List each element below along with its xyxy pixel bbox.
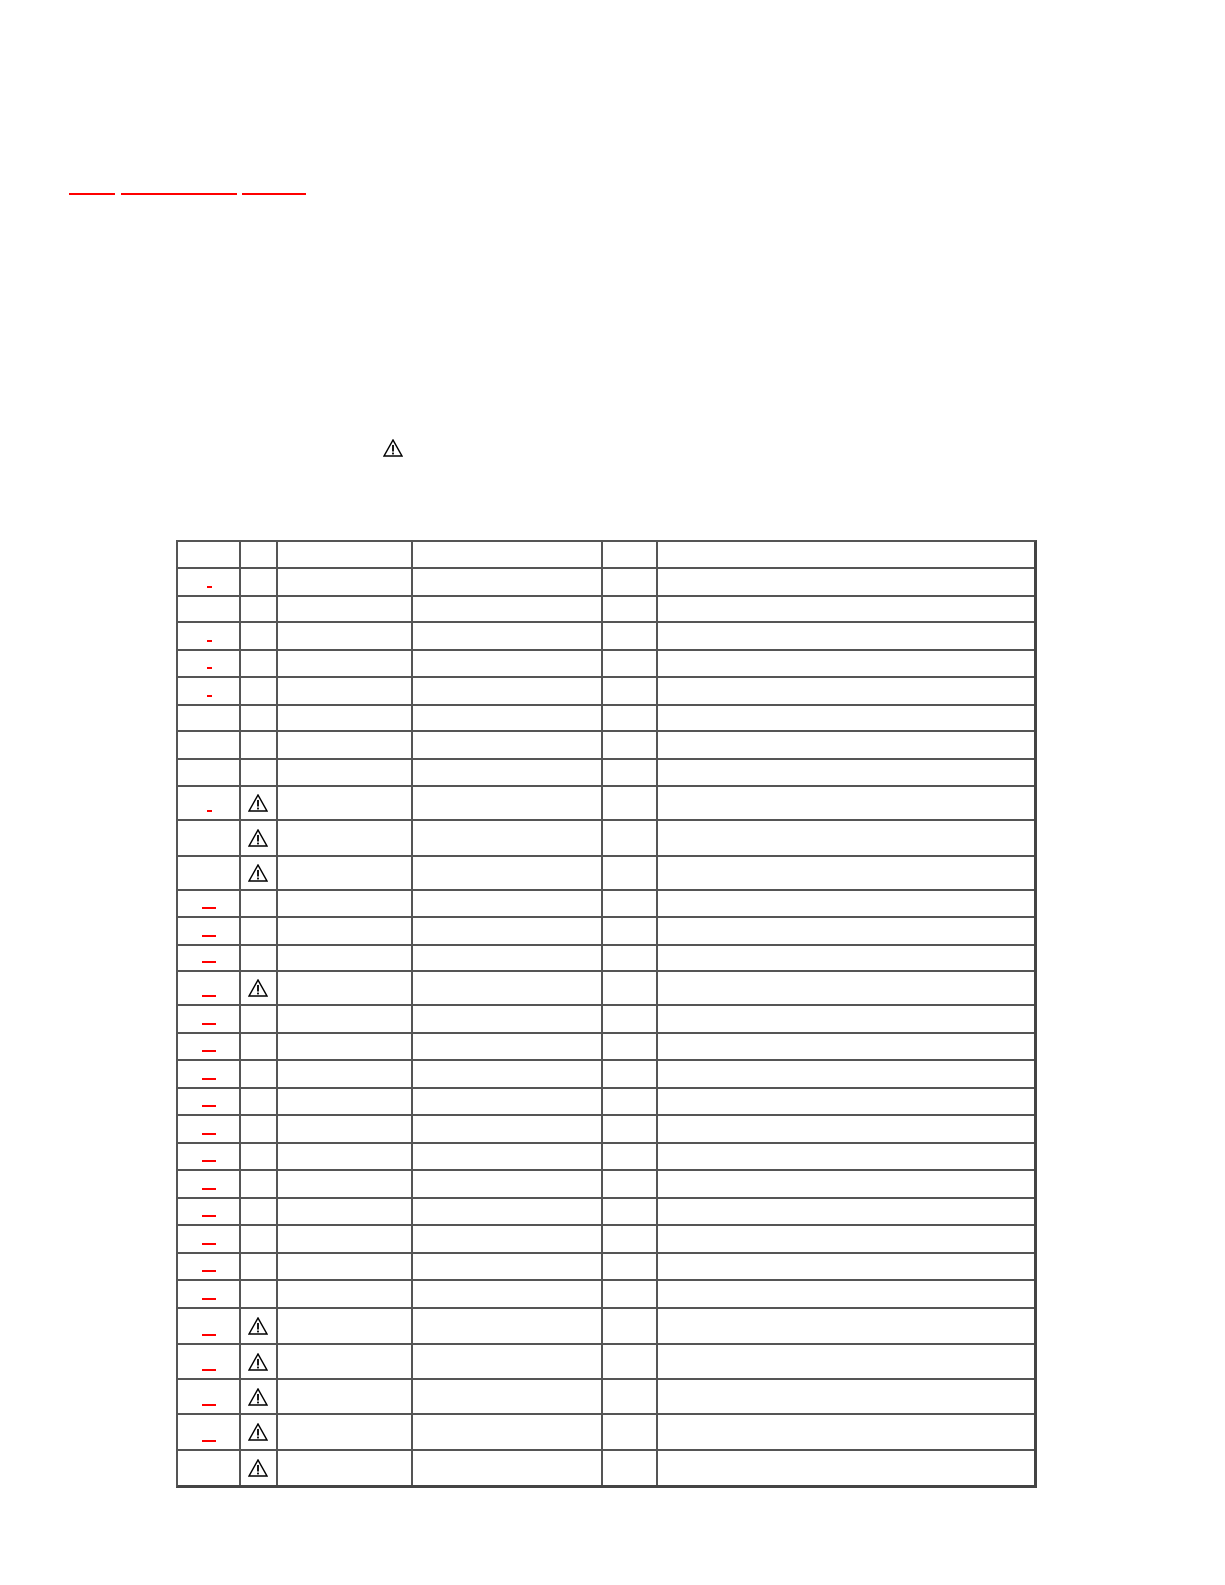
- table-cell: [658, 1380, 1034, 1415]
- parts-table-body: [178, 542, 1034, 1485]
- table-cell: [241, 597, 278, 623]
- table-cell: [413, 1226, 603, 1254]
- table-cell: [178, 732, 241, 760]
- part-link[interactable]: [202, 1369, 216, 1371]
- table-cell: [658, 821, 1034, 857]
- table-cell: [278, 787, 413, 821]
- table-cell: [658, 1451, 1034, 1485]
- table-cell: [658, 1254, 1034, 1281]
- table-cell: [178, 1281, 241, 1309]
- table-row: [178, 651, 1034, 678]
- table-cell: [241, 706, 278, 732]
- table-cell: [413, 1116, 603, 1144]
- table-cell: [278, 651, 413, 678]
- part-link[interactable]: [202, 1188, 216, 1190]
- table-cell: [413, 1415, 603, 1451]
- table-row: [178, 1061, 1034, 1089]
- part-link[interactable]: [202, 1078, 216, 1080]
- table-cell: [278, 1034, 413, 1061]
- table-cell: [603, 569, 658, 597]
- table-cell: [603, 972, 658, 1006]
- table-cell: [603, 821, 658, 857]
- table-row: [178, 1226, 1034, 1254]
- table-cell: [241, 1034, 278, 1061]
- table-cell: [603, 623, 658, 651]
- table-cell: [278, 857, 413, 891]
- table-cell: [603, 1144, 658, 1171]
- table-cell: [241, 569, 278, 597]
- table-cell: [278, 1199, 413, 1226]
- table-cell: [603, 1281, 658, 1309]
- table-cell: [278, 706, 413, 732]
- table-cell: [178, 1061, 241, 1089]
- table-cell: [178, 1254, 241, 1281]
- table-cell: [603, 597, 658, 623]
- table-cell: [241, 1226, 278, 1254]
- table-cell: [603, 1345, 658, 1380]
- table-cell: [603, 1254, 658, 1281]
- table-cell: [658, 1309, 1034, 1345]
- table-cell: [278, 891, 413, 918]
- warning-triangle-icon: [248, 1423, 268, 1441]
- table-row: [178, 891, 1034, 918]
- table-cell: [178, 787, 241, 821]
- table-cell: [178, 1226, 241, 1254]
- table-cell: [603, 891, 658, 918]
- table-cell: [413, 918, 603, 946]
- table-row: [178, 1281, 1034, 1309]
- table-cell: [658, 623, 1034, 651]
- table-cell: [278, 918, 413, 946]
- table-cell: [178, 1415, 241, 1451]
- table-cell: [241, 891, 278, 918]
- table-cell: [413, 760, 603, 787]
- table-cell: [178, 821, 241, 857]
- table-cell: [278, 1254, 413, 1281]
- table-cell: [658, 1006, 1034, 1034]
- part-link[interactable]: [202, 1404, 216, 1406]
- part-link[interactable]: [207, 667, 212, 669]
- table-cell: [658, 857, 1034, 891]
- table-cell: [413, 1006, 603, 1034]
- table-cell: [278, 946, 413, 972]
- table-cell: [413, 651, 603, 678]
- table-cell: [413, 946, 603, 972]
- table-cell: [278, 678, 413, 706]
- table-cell: [603, 651, 658, 678]
- part-link[interactable]: [202, 1334, 216, 1336]
- table-cell: [241, 542, 278, 569]
- table-cell: [241, 623, 278, 651]
- part-link[interactable]: [207, 640, 212, 642]
- table-row: [178, 706, 1034, 732]
- table-cell: [658, 1415, 1034, 1451]
- table-cell: [658, 1116, 1034, 1144]
- table-cell: [603, 1199, 658, 1226]
- table-cell: [178, 1199, 241, 1226]
- part-link[interactable]: [202, 907, 216, 909]
- table-cell: [241, 1451, 278, 1485]
- table-cell: [658, 1171, 1034, 1199]
- table-cell: [658, 1144, 1034, 1171]
- part-link[interactable]: [202, 1270, 216, 1272]
- part-link[interactable]: [207, 810, 212, 812]
- table-cell: [241, 1281, 278, 1309]
- table-cell: [658, 542, 1034, 569]
- table-cell: [658, 1034, 1034, 1061]
- table-row: [178, 732, 1034, 760]
- table-cell: [278, 1144, 413, 1171]
- table-cell: [658, 918, 1034, 946]
- table-cell: [241, 787, 278, 821]
- table-cell: [413, 597, 603, 623]
- table-row: [178, 946, 1034, 972]
- table-row: [178, 1415, 1034, 1451]
- table-cell: [278, 1281, 413, 1309]
- table-cell: [241, 946, 278, 972]
- table-cell: [658, 1089, 1034, 1116]
- table-cell: [658, 891, 1034, 918]
- table-cell: [178, 972, 241, 1006]
- table-row: [178, 821, 1034, 857]
- table-cell: [241, 1199, 278, 1226]
- part-link[interactable]: [202, 961, 216, 963]
- table-cell: [278, 1089, 413, 1116]
- table-row: [178, 787, 1034, 821]
- table-cell: [178, 623, 241, 651]
- table-cell: [178, 918, 241, 946]
- part-link[interactable]: [207, 586, 212, 588]
- table-cell: [658, 1226, 1034, 1254]
- table-cell: [278, 623, 413, 651]
- table-cell: [603, 678, 658, 706]
- table-cell: [241, 1089, 278, 1116]
- table-cell: [658, 1199, 1034, 1226]
- table-row: [178, 569, 1034, 597]
- table-cell: [278, 1116, 413, 1144]
- breadcrumb-link-3[interactable]: [242, 193, 306, 195]
- table-cell: [241, 1415, 278, 1451]
- table-cell: [658, 569, 1034, 597]
- table-cell: [178, 542, 241, 569]
- table-cell: [603, 760, 658, 787]
- table-cell: [241, 857, 278, 891]
- warning-triangle-icon: [248, 864, 268, 882]
- table-row: [178, 678, 1034, 706]
- table-cell: [413, 1254, 603, 1281]
- table-row: [178, 1254, 1034, 1281]
- table-cell: [241, 1345, 278, 1380]
- table-cell: [413, 1380, 603, 1415]
- table-cell: [413, 972, 603, 1006]
- table-cell: [413, 1034, 603, 1061]
- table-cell: [413, 1451, 603, 1485]
- table-cell: [603, 918, 658, 946]
- table-cell: [241, 1380, 278, 1415]
- table-cell: [413, 623, 603, 651]
- table-cell: [603, 1089, 658, 1116]
- table-row: [178, 1171, 1034, 1199]
- table-cell: [603, 787, 658, 821]
- table-cell: [603, 857, 658, 891]
- table-cell: [241, 1309, 278, 1345]
- table-cell: [658, 946, 1034, 972]
- table-cell: [413, 678, 603, 706]
- table-cell: [658, 678, 1034, 706]
- table-cell: [241, 1144, 278, 1171]
- table-cell: [278, 569, 413, 597]
- table-cell: [178, 706, 241, 732]
- warning-triangle-icon: [248, 1353, 268, 1371]
- part-link[interactable]: [202, 1105, 216, 1107]
- table-cell: [603, 1034, 658, 1061]
- table-cell: [278, 1309, 413, 1345]
- table-cell: [413, 821, 603, 857]
- table-cell: [278, 1226, 413, 1254]
- breadcrumb-link-2[interactable]: [121, 193, 237, 195]
- table-cell: [413, 706, 603, 732]
- table-cell: [658, 1345, 1034, 1380]
- breadcrumb: [0, 0, 1225, 210]
- table-cell: [178, 857, 241, 891]
- table-row: [178, 623, 1034, 651]
- part-link[interactable]: [202, 1215, 216, 1217]
- table-cell: [603, 1061, 658, 1089]
- table-cell: [178, 1034, 241, 1061]
- table-cell: [241, 760, 278, 787]
- table-cell: [278, 1171, 413, 1199]
- table-cell: [658, 597, 1034, 623]
- table-cell: [278, 732, 413, 760]
- table-cell: [413, 1144, 603, 1171]
- table-cell: [603, 1006, 658, 1034]
- table-cell: [241, 1061, 278, 1089]
- part-link[interactable]: [202, 1243, 216, 1245]
- table-cell: [178, 1171, 241, 1199]
- table-cell: [603, 706, 658, 732]
- table-cell: [413, 1345, 603, 1380]
- table-cell: [603, 946, 658, 972]
- part-link[interactable]: [207, 695, 212, 697]
- table-cell: [413, 1281, 603, 1309]
- table-cell: [241, 918, 278, 946]
- table-cell: [241, 732, 278, 760]
- part-link[interactable]: [202, 1050, 216, 1052]
- table-cell: [658, 651, 1034, 678]
- table-cell: [413, 787, 603, 821]
- table-cell: [278, 1380, 413, 1415]
- table-cell: [413, 857, 603, 891]
- table-cell: [413, 542, 603, 569]
- part-link[interactable]: [202, 1298, 216, 1300]
- table-cell: [278, 542, 413, 569]
- table-cell: [413, 1061, 603, 1089]
- table-cell: [278, 1006, 413, 1034]
- table-cell: [241, 1171, 278, 1199]
- warning-triangle-icon: [248, 979, 268, 997]
- table-cell: [178, 1006, 241, 1034]
- table-cell: [178, 760, 241, 787]
- table-row: [178, 1034, 1034, 1061]
- table-row: [178, 1309, 1034, 1345]
- warning-triangle-icon: [383, 439, 403, 457]
- table-cell: [278, 1061, 413, 1089]
- table-row: [178, 918, 1034, 946]
- table-cell: [658, 1281, 1034, 1309]
- warning-triangle-icon: [248, 1317, 268, 1335]
- warning-triangle-icon: [248, 794, 268, 812]
- table-cell: [278, 821, 413, 857]
- breadcrumb-link-1[interactable]: [69, 193, 115, 195]
- table-cell: [278, 1345, 413, 1380]
- table-cell: [658, 732, 1034, 760]
- table-row: [178, 1380, 1034, 1415]
- table-cell: [178, 597, 241, 623]
- warning-triangle-icon: [248, 1459, 268, 1477]
- table-cell: [278, 1451, 413, 1485]
- part-link[interactable]: [202, 995, 216, 997]
- table-cell: [278, 597, 413, 623]
- table-cell: [241, 678, 278, 706]
- table-cell: [178, 678, 241, 706]
- table-cell: [241, 972, 278, 1006]
- table-cell: [603, 1451, 658, 1485]
- part-link[interactable]: [202, 1133, 216, 1135]
- table-cell: [603, 1116, 658, 1144]
- table-cell: [178, 651, 241, 678]
- table-cell: [178, 891, 241, 918]
- table-cell: [178, 1309, 241, 1345]
- table-row: [178, 1089, 1034, 1116]
- table-cell: [413, 732, 603, 760]
- table-cell: [413, 1171, 603, 1199]
- table-cell: [413, 1309, 603, 1345]
- table-cell: [603, 1380, 658, 1415]
- table-cell: [241, 1254, 278, 1281]
- table-cell: [658, 787, 1034, 821]
- table-cell: [178, 1116, 241, 1144]
- table-cell: [178, 1345, 241, 1380]
- table-row: [178, 760, 1034, 787]
- table-row: [178, 1006, 1034, 1034]
- warning-triangle-icon: [248, 1388, 268, 1406]
- table-row: [178, 1144, 1034, 1171]
- table-row: [178, 857, 1034, 891]
- table-cell: [241, 821, 278, 857]
- table-row: [178, 1199, 1034, 1226]
- table-cell: [278, 1415, 413, 1451]
- table-cell: [178, 1089, 241, 1116]
- table-cell: [603, 1415, 658, 1451]
- table-cell: [603, 542, 658, 569]
- parts-table: [176, 540, 1037, 1488]
- table-cell: [178, 1144, 241, 1171]
- table-cell: [658, 706, 1034, 732]
- part-link[interactable]: [202, 1023, 216, 1025]
- part-link[interactable]: [202, 1440, 216, 1442]
- table-cell: [413, 569, 603, 597]
- table-cell: [278, 760, 413, 787]
- part-link[interactable]: [202, 935, 216, 937]
- table-row: [178, 972, 1034, 1006]
- table-cell: [603, 1226, 658, 1254]
- part-link[interactable]: [202, 1160, 216, 1162]
- table-cell: [413, 891, 603, 918]
- table-cell: [178, 946, 241, 972]
- table-cell: [658, 760, 1034, 787]
- table-row: [178, 1345, 1034, 1380]
- table-cell: [241, 1006, 278, 1034]
- table-cell: [178, 1380, 241, 1415]
- table-header-row: [178, 542, 1034, 569]
- table-cell: [241, 651, 278, 678]
- table-cell: [603, 732, 658, 760]
- table-cell: [413, 1089, 603, 1116]
- table-cell: [603, 1171, 658, 1199]
- table-cell: [278, 972, 413, 1006]
- table-cell: [241, 1116, 278, 1144]
- table-cell: [178, 1451, 241, 1485]
- table-cell: [413, 1199, 603, 1226]
- table-cell: [658, 1061, 1034, 1089]
- warning-triangle-icon: [248, 829, 268, 847]
- table-cell: [178, 569, 241, 597]
- table-row: [178, 597, 1034, 623]
- table-row: [178, 1116, 1034, 1144]
- table-cell: [658, 972, 1034, 1006]
- table-row: [178, 1451, 1034, 1485]
- table-cell: [603, 1309, 658, 1345]
